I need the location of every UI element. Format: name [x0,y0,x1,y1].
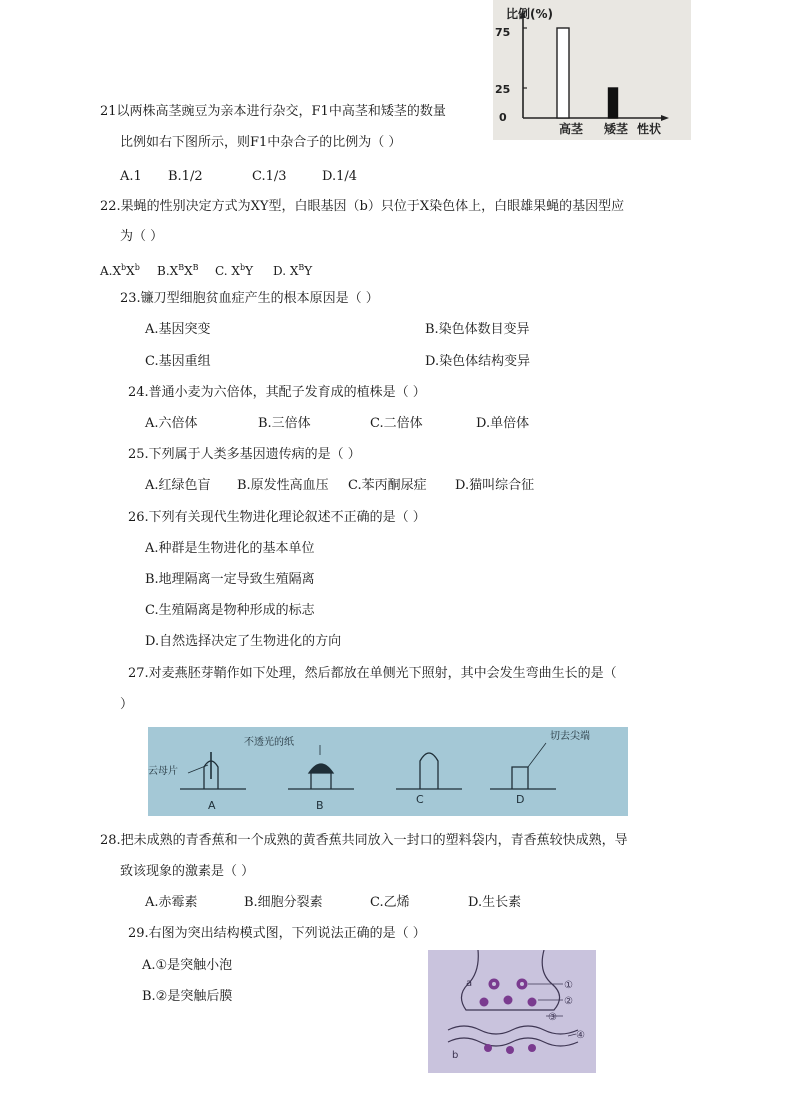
q22-option-a: $A.X^bX^b$ [100,263,140,278]
q27-label-d: D [516,793,525,806]
q28-stem-line1: 28.把未成熟的青香蕉和一个成熟的黄香蕉共同放入一封口的塑料袋内，青香蕉较快成熟，导 [100,833,628,848]
q24-option-b: B.三倍体 [258,416,311,431]
q28-stem-line2: 致该现象的激素是（ ） [120,864,255,879]
chart-ylabel: 比例(%) [506,7,553,21]
q23-stem: 23.镰刀型细胞贫血症产生的根本原因是（ ） [120,291,379,306]
q23-option-a: A.基因突变 [145,322,211,337]
q27-stem-line2: ） [120,697,134,712]
q21-stem-line1: 21以两株高茎豌豆为亲本进行杂交，F1中高茎和矮茎的数量 [100,104,446,119]
q28-option-d: D.生长素 [468,895,522,910]
chart-bar-2 [609,88,618,118]
q26-option-a: A.种群是生物进化的基本单位 [145,541,315,556]
chart-tick-label: 75 [495,26,511,39]
q24-option-a: A.六倍体 [145,416,198,431]
q26-option-d: D.自然选择决定了生物进化的方向 [145,634,342,649]
q24-stem: 24.普通小麦为六倍体，其配子发育成的植株是（ ） [128,385,426,400]
q23-option-c: C.基因重组 [145,354,211,369]
q22-option-d: D. $X^BY$ [273,263,313,278]
q23-option-b: B.染色体数目变异 [425,322,530,337]
q29-stem: 29.右图为突出结构模式图，下列说法正确的是（ ） [128,926,426,941]
q24-option-d: D.单倍体 [476,416,530,431]
q28-option-b: B.细胞分裂素 [244,895,323,910]
q21-option-b: B.1/2 [168,169,203,184]
q22-option-b: $B.X^BX^B$ [157,263,199,278]
q27-label-b: B [316,799,324,812]
chart-tick-label: 0 [499,111,507,124]
q27-annotation-cut: 切去尖端 [550,731,590,742]
q25-stem: 25.下列属于人类多基因遗传病的是（ ） [128,447,361,462]
q21-option-d: D.1/4 [322,169,358,184]
q29-marker-3: ③ [548,1012,557,1023]
q23-option-d: D.染色体结构变异 [425,354,531,369]
q22-stem-line1: 22.果蝇的性别决定方式为XY型，白眼基因（b）只位于X染色体上，白眼雄果蝇的基因型应 [100,199,625,214]
q26-option-c: C.生殖隔离是物种形成的标志 [145,603,315,618]
chart-tick-label: 25 [495,83,511,96]
q21-stem-line2: 比例如右下图所示，则F1中杂合子的比例为（ ） [120,135,402,150]
q27-stem-line1: 27.对麦燕胚芽鞘作如下处理，然后都放在单侧光下照射，其中会发生弯曲生长的是（ [128,666,617,681]
q29-synapse-figure [428,950,596,1073]
q21-bar-chart [493,0,691,140]
q25-option-d: D.猫叫综合征 [455,478,535,493]
q25-option-b: B.原发性高血压 [237,478,329,493]
q24-option-c: C.二倍体 [370,416,423,431]
chart-xlabel: 性状 [637,122,662,136]
q29-option-b: B.②是突触后膜 [142,989,233,1004]
q29-marker-1: ① [564,980,573,991]
q29-option-a: A.①是突触小泡 [142,958,233,973]
q25-option-c: C.苯丙酮尿症 [348,478,427,493]
q22-option-c: C. $X^bY$ [215,263,253,278]
q28-option-a: A.赤霉素 [145,895,198,910]
q29-label-a: a [466,978,473,989]
q21-option-c: C.1/3 [252,169,287,184]
q27-coleoptile-figure [148,727,628,816]
q22-stem-line2: 为（ ） [120,229,164,244]
q27-annotation-paper: 不透光的纸 [244,737,294,748]
q27-annotation-mica: 云母片 [148,766,178,777]
q26-option-b: B.地理隔离一定导致生殖隔离 [145,572,315,587]
q27-label-a: A [208,799,216,812]
q29-marker-2: ② [564,996,573,1007]
q29-label-b: b [452,1050,459,1061]
chart-category-label: 高茎 [559,122,584,136]
q27-label-c: C [416,793,424,806]
chart-category-label: 矮茎 [604,122,629,136]
chart-bar-1 [557,28,569,118]
q25-option-a: A.红绿色盲 [145,478,211,493]
q26-stem: 26.下列有关现代生物进化理论叙述不正确的是（ ） [128,510,426,525]
q29-marker-4: ④ [576,1030,585,1041]
q21-option-a: A.1 [120,169,142,184]
q28-option-c: C.乙烯 [370,895,410,910]
